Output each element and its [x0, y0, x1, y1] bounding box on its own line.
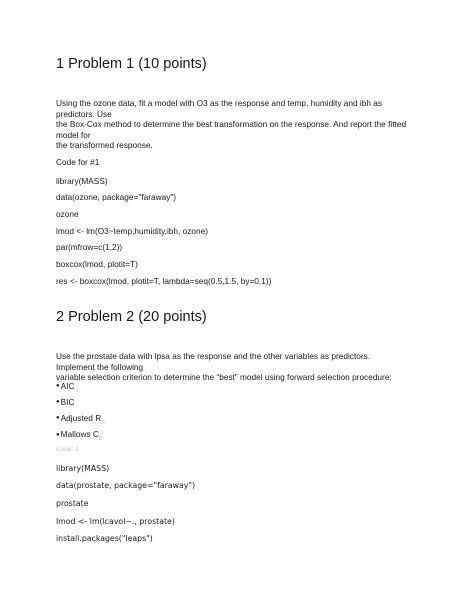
problem-1-description-line: predictors. Use [56, 108, 112, 119]
criteria-item [56, 397, 104, 413]
problem-2-description-line: Implement the following [56, 361, 144, 372]
problem-1-description [56, 98, 426, 151]
code-line: prostate [56, 499, 89, 508]
bullet-icon: ● [56, 431, 60, 438]
code-line: install.packages("leaps") [56, 534, 153, 543]
criteria-subscript: □ [101, 419, 105, 426]
code-line: ozone [56, 209, 79, 219]
code-line: data(ozone, package="faraway") [56, 192, 177, 202]
bullet-icon: ● [56, 383, 60, 390]
code-line: lmod <- lm(O3~temp,humidity,ibh, ozone) [56, 226, 209, 236]
problem-2-description-line: variable selection criterion to determine the “best” model using forward selection procedure: [56, 372, 392, 382]
problem-1-description-line: Using the ozone data, fit a model with O3 as the response and temp, humidity and ibh as [56, 98, 383, 108]
criteria-subscript: □ [74, 387, 78, 394]
code-line: boxcox(lmod, plotit=T) [56, 259, 138, 269]
problem-1-description-line: the transformed response. [56, 140, 153, 150]
problem-1-code-label: Code for #1 [56, 157, 100, 167]
criteria-item [56, 381, 104, 397]
code-line: par(mfrow=c(1,2)) [56, 242, 123, 252]
criteria-item [56, 429, 104, 445]
code-line: res <- boxcox(lmod, plotit=T, lambda=seq(0.5,1.5, by=0.1)) [56, 276, 272, 286]
problem-2-description [56, 351, 426, 383]
criteria-list [56, 381, 104, 446]
problem-1-description-line: model for [56, 129, 91, 140]
criteria-item [56, 413, 104, 429]
code-line: lmod <- lm(lcavol~., prostate) [56, 517, 175, 526]
criteria-label: Adjusted R [60, 413, 102, 424]
problem-2-description-line: Use the prostate data with lpsa as the response and the other variables as predictors. [56, 351, 371, 361]
criteria-label: BIC [60, 397, 75, 408]
bullet-icon: ● [56, 399, 60, 406]
problem-1-heading: 1 Problem 1 (10 points) [56, 56, 207, 72]
criteria-label: AIC [60, 381, 75, 391]
problem-1-description-line: the Box-Cox method to determine the best transformation on the response. And report the fitted [56, 119, 407, 129]
code-line: library(MASS) [56, 176, 108, 186]
problem-2-code-label: Code: 2 [56, 446, 79, 453]
bullet-icon: ● [56, 415, 60, 422]
criteria-subscript: p [98, 436, 102, 443]
problem-2-heading: 2 Problem 2 (20 points) [56, 309, 207, 325]
criteria-label: Mallows C [60, 429, 99, 440]
code-line: library(MASS) [56, 464, 110, 473]
code-line: data(prostate, package="faraway") [56, 481, 196, 490]
